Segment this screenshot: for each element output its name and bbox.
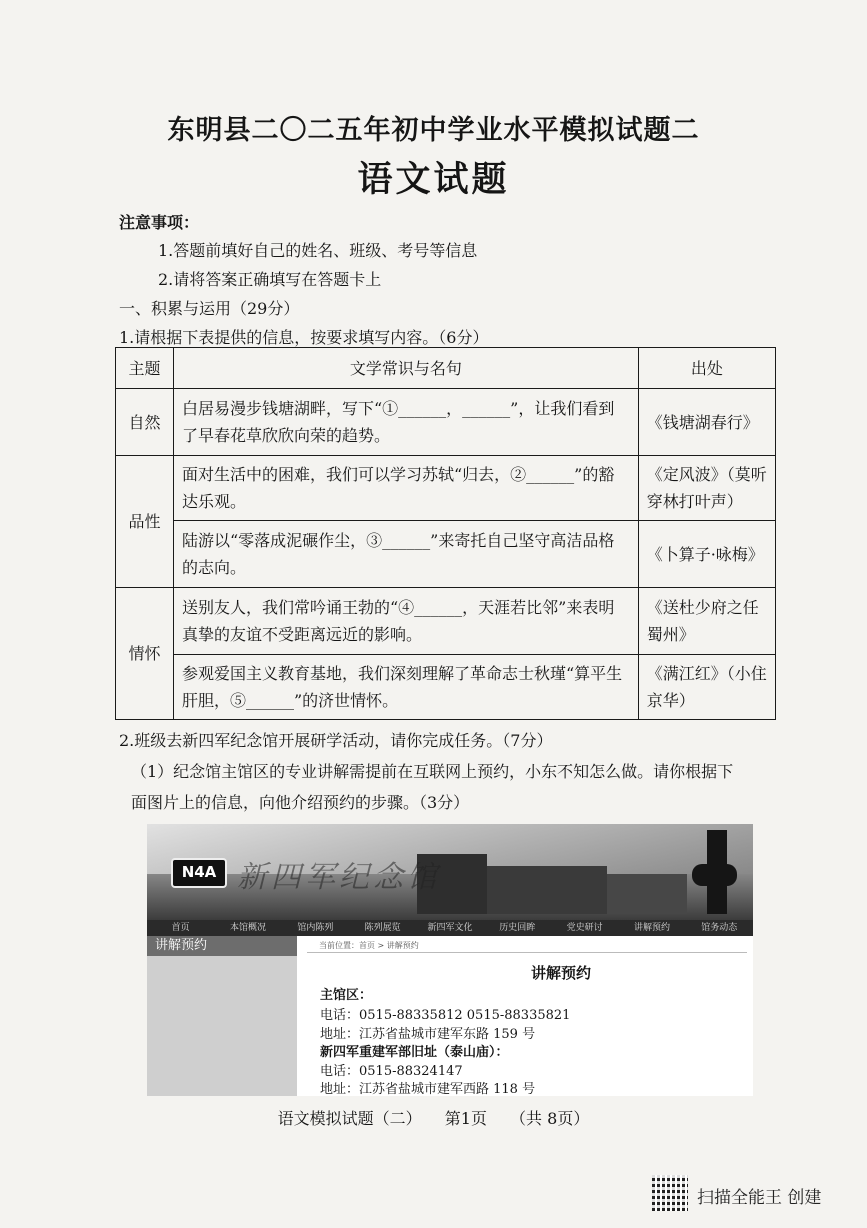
content-cell: 面对生活中的困难，我们可以学习苏轼“归去，②______”的豁达乐观。 xyxy=(173,456,638,521)
source-cell: 《钱塘湖春行》 xyxy=(638,389,775,456)
nav-item: 历史回眸 xyxy=(499,923,536,933)
literature-table xyxy=(115,347,776,720)
booking-line: 主馆区： xyxy=(320,988,373,1003)
qr-code-pattern xyxy=(652,1175,688,1211)
source-cell: 《送杜少府之任蜀州》 xyxy=(638,588,775,655)
scanner-watermark: 扫描全能王 创建 xyxy=(697,1188,822,1208)
question-1: 1.请根据下表提供的信息，按要求填写内容。（6分） xyxy=(119,328,489,347)
building-shape xyxy=(607,874,687,914)
topic-cell: 品性 xyxy=(116,456,174,588)
exam-title: 东明县二〇二五年初中学业水平模拟试题二 xyxy=(167,115,700,146)
question-2-1-line: 面图片上的信息，向他介绍预约的步骤。（3分） xyxy=(131,793,470,812)
table-row xyxy=(116,588,776,655)
nav-item: 首页 xyxy=(171,923,190,933)
table-row xyxy=(116,521,776,588)
question-2-1-line: （1）纪念馆主馆区的专业讲解需提前在互联网上预约，小东不知怎么做。请你根据下 xyxy=(131,762,734,781)
topic-cell: 情怀 xyxy=(116,588,174,720)
table-header: 文学常识与名句 xyxy=(173,348,638,389)
building-shape xyxy=(487,866,607,914)
table-header: 出处 xyxy=(638,348,775,389)
nav-item: 馆务动态 xyxy=(701,923,738,933)
booking-line: 地址：江苏省盐城市建军东路 159 号 xyxy=(320,1027,536,1042)
breadcrumb-divider xyxy=(307,952,747,953)
nav-item: 馆内陈列 xyxy=(297,923,334,933)
booking-line: 新四军重建军部旧址（泰山庙）： xyxy=(320,1045,509,1060)
table-row xyxy=(116,456,776,521)
notice-item: 1.答题前填好自己的姓名、班级、考号等信息 xyxy=(158,241,478,260)
section-heading: 一、积累与运用（29分） xyxy=(119,299,300,318)
notice-item: 2.请将答案正确填写在答题卡上 xyxy=(158,270,382,289)
nav-item: 讲解预约 xyxy=(633,923,670,933)
nav-item: 党史研讨 xyxy=(566,923,603,933)
nav-item: 陈列展览 xyxy=(364,923,401,933)
website-nav xyxy=(147,920,753,936)
calligraphy-title: 新四军纪念馆 xyxy=(237,860,441,895)
content-cell: 送别友人，我们常吟诵王勃的“④______，天涯若比邻”来表明真挚的友谊不受距离远近的影响。 xyxy=(173,588,638,655)
source-cell: 《卜算子·咏梅》 xyxy=(638,521,775,588)
footer-total: （共 8页） xyxy=(510,1109,590,1128)
content-cell: 陆游以“零落成泥碾作尘，③______”来寄托自己坚守高洁品格的志向。 xyxy=(173,521,638,588)
source-cell: 《定风波》（莫听穿林打叶声） xyxy=(638,456,775,521)
museum-website-image xyxy=(147,824,753,1096)
booking-line: 电话：0515-88324147 xyxy=(320,1064,463,1079)
notice-heading: 注意事项： xyxy=(119,213,200,232)
question-2: 2.班级去新四军纪念馆开展研学活动，请你完成任务。（7分） xyxy=(119,731,553,750)
booking-line: 地址：江苏省盐城市建军西路 118 号 xyxy=(320,1082,536,1096)
topic-cell: 自然 xyxy=(116,389,174,456)
n4a-logo xyxy=(171,858,227,888)
booking-line: 电话：0515-88335812 0515-88335821 xyxy=(320,1008,571,1023)
content-cell: 参观爱国主义教育基地，我们深刻理解了革命志士秋瑾“算平生肝胆，⑤______”的济世情怀。 xyxy=(173,655,638,720)
table-row xyxy=(116,389,776,456)
statue-shape xyxy=(692,864,737,886)
n4a-logo-text: N4A xyxy=(181,863,217,881)
footer-page: 第1页 xyxy=(444,1109,487,1128)
table-row xyxy=(116,655,776,720)
page-footer xyxy=(0,1106,867,1129)
booking-title: 讲解预约 xyxy=(531,964,592,982)
subject-title: 语文试题 xyxy=(357,159,510,200)
footer-name: 语文模拟试题（二） xyxy=(277,1109,422,1128)
website-sidebar xyxy=(147,936,297,1096)
nav-item: 新四军文化 xyxy=(427,923,473,933)
breadcrumb: 当前位置：首页 > 讲解预约 xyxy=(319,941,419,950)
sidebar-heading: 讲解预约 xyxy=(155,938,208,953)
source-cell: 《满江红》（小住京华） xyxy=(638,655,775,720)
content-cell: 白居易漫步钱塘湖畔，写下“①______，______”，让我们看到了早春花草欣欣向荣的趋势。 xyxy=(173,389,638,456)
table-header: 主题 xyxy=(116,348,174,389)
nav-item: 本馆概况 xyxy=(229,923,266,933)
